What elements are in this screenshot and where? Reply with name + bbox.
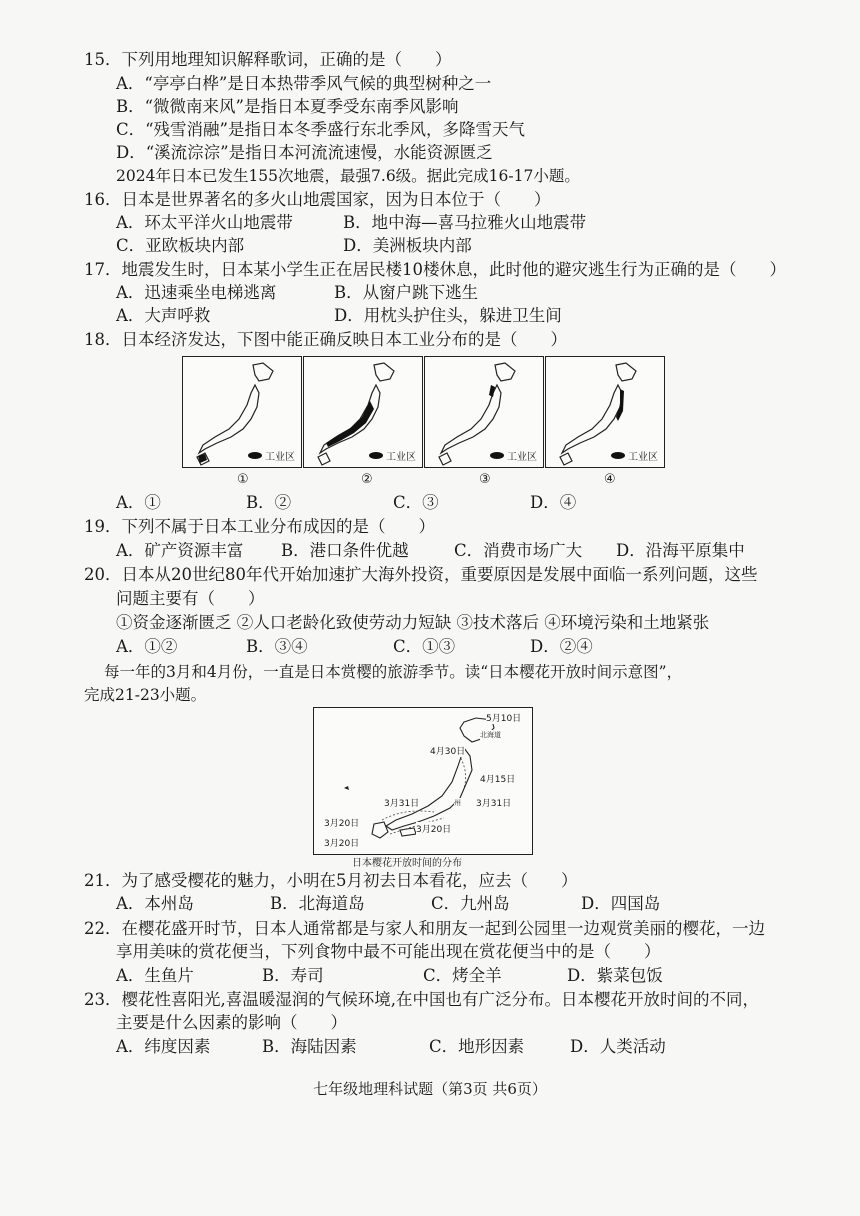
q20-stem-line1: 20．日本从20世纪80年代开始加速扩大海外投资，重要原因是发展中面临一系列问题，这些: [84, 565, 758, 584]
q16-option-c: C．亚欧板块内部: [116, 236, 245, 255]
q23-stem-line2: 主要是什么因素的影响（ ）: [116, 1013, 347, 1032]
industrial-zone-icon: [248, 452, 262, 459]
q19-option-a: A．矿产资源丰富: [116, 541, 244, 560]
q18-option-a: A．①: [116, 493, 161, 512]
q20-items: ①资金逐渐匮乏 ②人口老龄化致使劳动力短缺 ③技术落后 ④环境污染和土地紧张: [116, 613, 710, 632]
q18-option-b: B．②: [246, 493, 292, 512]
q17-option-a: A．迅速乘坐电梯逃离: [116, 283, 277, 302]
industrial-zone-icon: [490, 452, 504, 459]
label-mar-31-east: 3月31日: [476, 796, 511, 809]
q15-stem: 15．下列用地理知识解释歌词，正确的是（ ）: [84, 50, 452, 69]
q19-stem: 19．下列不属于日本工业分布成因的是（ ）: [84, 517, 435, 536]
q22-stem-line2: 享用美味的赏花便当，下列食物中最不可能出现在赏花便当中的是（ ）: [116, 942, 661, 961]
q17-option-d: D．用枕头护住头，躲进卫生间: [334, 306, 562, 325]
q15-option-a: A．“亭亭白桦”是日本热带季风气候的典型树种之一: [116, 74, 492, 93]
q17-stem: 17．地震发生时，日本某小学生正在居民楼10楼休息，此时他的避灾逃生行为正确的是（ ）: [84, 260, 786, 279]
legend: 工业区: [248, 448, 295, 463]
q15-option-b: B．“微微南来风”是指日本夏季受东南季风影响: [116, 97, 459, 116]
label-apr-15: 4月15日: [480, 772, 515, 785]
map-number-2: ②: [361, 472, 373, 487]
q20-option-c: C．①③: [393, 637, 456, 656]
q22-option-b: B．寿司: [262, 966, 324, 985]
q21-stem: 21．为了感受樱花的魅力，小明在5月初去日本看花，应去（ ）: [84, 871, 578, 890]
intro-21-23-line2: 完成21-23小题。: [84, 686, 207, 704]
map-number-3: ③: [479, 472, 491, 487]
q21-option-c: C．九州岛: [431, 894, 510, 913]
japan-industry-map-1: [182, 356, 302, 468]
q15-option-c: C．“残雪消融”是指日本冬季盛行东北季风，多降雪天气: [116, 120, 525, 139]
q19-option-c: C．消费市场广大: [454, 541, 583, 560]
q21-option-b: B．北海道岛: [270, 894, 365, 913]
q20-option-a: A．①②: [116, 637, 178, 656]
q23-option-c: C．地形因素: [429, 1037, 525, 1056]
q23-stem-line1: 23．樱花性喜阳光,喜温暖湿润的气候环境,在中国也有广泛分布。日本樱花开放时间的不同，: [84, 990, 759, 1009]
label-apr-30: 4月30日: [430, 744, 465, 757]
intro-21-23-line1: 每一年的3月和4月份，一直是日本赏樱的旅游季节。读“日本樱花开放时间示意图”，: [104, 663, 683, 681]
q18-stem: 18．日本经济发达，下图中能正确反映日本工业分布的是（ ）: [84, 330, 567, 349]
legend: 工业区: [611, 448, 658, 463]
q23-option-d: D．人类活动: [570, 1037, 666, 1056]
q23-option-a: A．纬度因素: [116, 1037, 211, 1056]
label-mar-31-west: 3月31日: [384, 796, 419, 809]
sakura-bloom-map: [313, 707, 533, 855]
q22-option-c: C．烤全羊: [423, 966, 502, 985]
q19-option-b: B．港口条件优越: [281, 541, 409, 560]
japan-industry-map-4: [545, 356, 665, 468]
q16-option-a: A．环太平洋火山地震带: [116, 213, 293, 232]
q16-option-b: B．地中海—喜马拉雅火山地震带: [343, 213, 587, 232]
q19-option-d: D．沿海平原集中: [616, 541, 745, 560]
q22-option-a: A．生鱼片: [116, 966, 194, 985]
label-hokkaido: 北海道: [480, 731, 501, 739]
sakura-map-caption: 日本樱花开放时间的分布: [352, 858, 462, 869]
legend: 工业区: [490, 448, 537, 463]
q18-option-c: C．③: [393, 493, 439, 512]
label-mar-20-south: 3月20日: [324, 836, 359, 849]
map-number-1: ①: [237, 472, 249, 487]
label-mar-20-kyushu: 3月20日: [324, 816, 359, 829]
industrial-zone-icon: [611, 452, 625, 459]
q21-option-d: D．四国岛: [581, 894, 661, 913]
q18-option-d: D．④: [530, 493, 577, 512]
q20-stem-line2: 问题主要有（ ）: [116, 589, 265, 608]
industrial-zone-icon: [369, 452, 383, 459]
q21-option-a: A．本州岛: [116, 894, 194, 913]
q16-stem: 16．日本是世界著名的多火山地震国家，因为日本位于（ ）: [84, 190, 551, 209]
label-may-10: 5月10日: [486, 711, 521, 724]
q17-option-c: A．大声呼救: [116, 306, 211, 325]
label-mar-20-shikoku: 3月20日: [416, 822, 451, 835]
q20-option-b: B．③④: [246, 637, 308, 656]
q23-option-b: B．海陆因素: [262, 1037, 357, 1056]
q17-option-b: B．从窗户跳下逃生: [334, 283, 479, 302]
q20-option-d: D．②④: [530, 637, 593, 656]
japan-industry-map-3: [424, 356, 544, 468]
page-footer: 七年级地理科试题（第3页 共6页）: [313, 1080, 547, 1098]
q16-option-d: D．美洲板块内部: [343, 236, 472, 255]
q18-maps: [182, 356, 666, 468]
japan-industry-map-2: [303, 356, 423, 468]
legend: 工业区: [369, 448, 416, 463]
q22-stem-line1: 22．在樱花盛开时节，日本人通常都是与家人和朋友一起到公园里一边观赏美丽的樱花，一边: [84, 919, 765, 938]
q15-option-d: D．“溪流淙淙”是指日本河流流速慢，水能资源匮乏: [116, 143, 493, 162]
label-honshu: 州: [454, 799, 461, 807]
intro-16-17: 2024年日本已发生155次地震，最强7.6级。据此完成16-17小题。: [116, 167, 580, 185]
map-number-4: ④: [604, 472, 616, 487]
q22-option-d: D．紫菜包饭: [567, 966, 663, 985]
